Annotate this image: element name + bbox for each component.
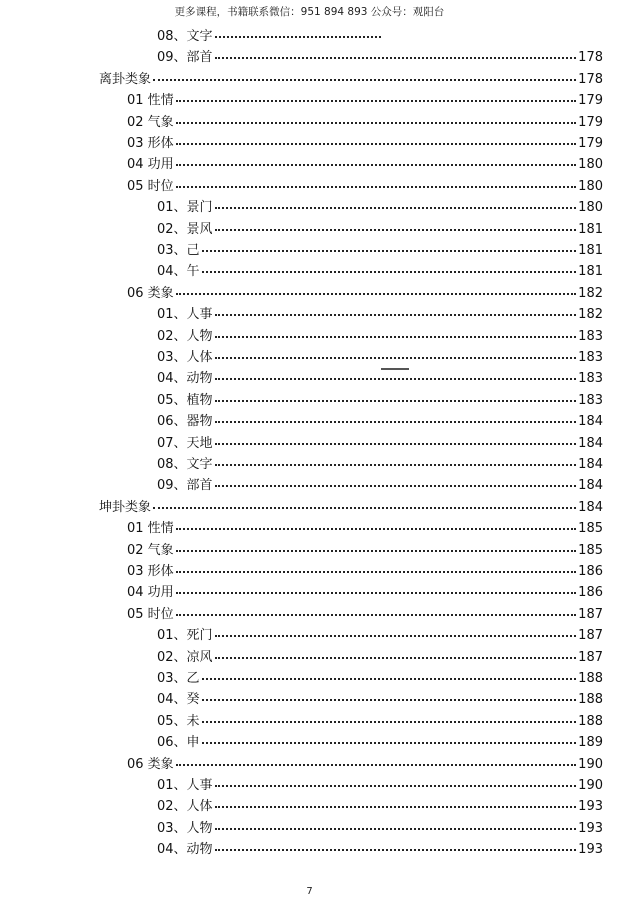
- dot-leader: [176, 550, 576, 552]
- toc-entry-page-number: 183: [578, 350, 603, 365]
- toc-entry-label: 09、部首: [157, 50, 213, 66]
- toc-entry-label: 04、动物: [157, 371, 213, 387]
- toc-entry-page-number: 184: [578, 499, 603, 515]
- toc-entry-label: 01、死门: [157, 628, 213, 644]
- toc-entry-label: 02 气象: [127, 114, 174, 130]
- toc-entry[interactable]: [157, 220, 603, 240]
- dot-leader: [215, 485, 577, 487]
- toc-entry-label: 01、人事: [157, 307, 213, 323]
- toc-entry[interactable]: [157, 626, 603, 646]
- toc-entry[interactable]: [157, 198, 603, 218]
- dot-leader: [215, 357, 577, 359]
- toc-entry-label: 03、己: [157, 243, 200, 258]
- scan-smudge: [381, 368, 409, 370]
- dot-leader: [215, 806, 577, 808]
- dot-leader: [202, 250, 577, 252]
- toc-entry[interactable]: [157, 648, 603, 668]
- toc-entry[interactable]: [157, 840, 603, 860]
- toc-entry-page-number: 193: [578, 842, 603, 858]
- toc-entry-page-number: 187: [578, 628, 603, 644]
- toc-entry-label: 离卦类象: [99, 71, 152, 87]
- dot-leader: [202, 699, 577, 701]
- toc-entry[interactable]: [127, 134, 603, 154]
- dot-leader: [215, 464, 577, 466]
- toc-entry[interactable]: [99, 70, 603, 90]
- dot-leader: [176, 122, 576, 124]
- toc-entry-label: 06、器物: [157, 414, 213, 430]
- toc-entry-label: 08、文字: [157, 457, 213, 472]
- toc-entry-label: 05、未: [157, 713, 200, 729]
- dot-leader: [176, 614, 576, 616]
- toc-entry-page-number: 193: [578, 820, 603, 836]
- dot-leader: [215, 635, 577, 637]
- toc-entry-page-number: 180: [578, 200, 603, 216]
- toc-entry-label: 06、申: [157, 735, 200, 751]
- toc-entry-label: 坤卦类象: [99, 499, 152, 515]
- toc-entry-page-number: 188: [578, 671, 603, 686]
- dot-leader: [202, 271, 577, 273]
- toc-entry-page-number: 180: [578, 178, 603, 194]
- dot-leader: [215, 378, 577, 380]
- toc-entry[interactable]: [157, 712, 603, 732]
- toc-entry-page-number: 179: [578, 136, 603, 151]
- page-number: 7: [306, 886, 313, 897]
- toc-entry-page-number: 185: [578, 542, 603, 558]
- dot-leader: [215, 229, 577, 231]
- toc-entry[interactable]: [99, 498, 603, 518]
- toc-entry-page-number: 190: [578, 778, 603, 793]
- toc-entry-page-number: 186: [578, 585, 603, 601]
- toc-entry[interactable]: [157, 369, 603, 389]
- toc-entry[interactable]: [157, 669, 603, 689]
- toc-entry[interactable]: [157, 455, 603, 475]
- dot-leader: [215, 849, 577, 851]
- toc-entry[interactable]: [127, 113, 603, 133]
- toc-entry-page-number: 193: [578, 799, 603, 815]
- toc-entry-label: 05 时位: [127, 178, 174, 194]
- toc-entry[interactable]: [127, 755, 603, 775]
- dot-leader: [176, 164, 576, 166]
- dot-leader: [215, 207, 577, 209]
- toc-entry[interactable]: [127, 605, 603, 625]
- toc-entry-label: 03 形体: [127, 564, 174, 579]
- toc-entry-label: 06 类象: [127, 756, 174, 772]
- toc-entry-page-number: 186: [578, 564, 603, 579]
- toc-entry[interactable]: [157, 776, 603, 796]
- toc-entry[interactable]: [127, 91, 603, 111]
- dot-leader: [176, 143, 576, 145]
- dot-leader: [176, 186, 576, 188]
- toc-entry[interactable]: [127, 519, 603, 539]
- toc-entry[interactable]: [127, 583, 603, 603]
- toc-entry-page-number: 184: [578, 414, 603, 430]
- toc-entry-label: 01 性情: [127, 93, 174, 109]
- toc-entry-page-number: 189: [578, 735, 603, 751]
- toc-entry-label: 03、人体: [157, 350, 213, 365]
- toc-entry[interactable]: [157, 262, 603, 282]
- toc-entry-page-number: 181: [578, 264, 603, 280]
- toc-entry[interactable]: [127, 541, 603, 561]
- toc-entry-page-number: 188: [578, 692, 603, 708]
- dot-leader: [176, 571, 576, 573]
- toc-entry-page-number: 187: [578, 606, 603, 622]
- toc-entry-page-number: 183: [578, 328, 603, 344]
- dot-leader: [153, 507, 576, 509]
- toc-entry[interactable]: [157, 476, 603, 496]
- dot-leader: [215, 657, 577, 659]
- toc-entry[interactable]: [157, 305, 603, 325]
- toc-entry-label: 04、午: [157, 264, 200, 280]
- toc-entry[interactable]: [157, 434, 603, 454]
- dot-leader: [215, 36, 381, 38]
- toc-entry[interactable]: [127, 284, 603, 304]
- dot-leader: [215, 314, 577, 316]
- toc-entry[interactable]: [157, 48, 603, 68]
- toc-entry-label: 03、乙: [157, 671, 200, 686]
- toc-entry[interactable]: [157, 27, 383, 47]
- toc-entry-label: 03 形体: [127, 136, 174, 151]
- dot-leader: [176, 293, 576, 295]
- toc-entry-page-number: 185: [578, 521, 603, 537]
- toc-entry[interactable]: [157, 412, 603, 432]
- toc-entry[interactable]: [127, 155, 603, 175]
- toc-entry-label: 02、人体: [157, 799, 213, 815]
- toc-entry-page-number: 188: [578, 713, 603, 729]
- dot-leader: [202, 742, 577, 744]
- toc-entry-label: 02、凉风: [157, 649, 213, 665]
- toc-entry[interactable]: [157, 819, 603, 839]
- toc-entry-label: 04、癸: [157, 692, 200, 708]
- dot-leader: [153, 79, 576, 81]
- toc-entry-label: 04、动物: [157, 842, 213, 858]
- toc-entry-page-number: 183: [578, 371, 603, 387]
- toc-entry-page-number: 179: [578, 114, 603, 130]
- toc-entry-page-number: 180: [578, 157, 603, 173]
- toc-entry-page-number: 181: [578, 243, 603, 258]
- toc-entry[interactable]: [157, 348, 603, 368]
- toc-entry-page-number: 182: [578, 285, 603, 301]
- toc-entry-label: 04 功用: [127, 157, 174, 173]
- toc-entry-label: 09、部首: [157, 478, 213, 494]
- dot-leader: [176, 592, 576, 594]
- dot-leader: [202, 721, 577, 723]
- dot-leader: [176, 764, 576, 766]
- toc-entry-page-number: 178: [578, 50, 603, 66]
- toc-entry-page-number: 179: [578, 93, 603, 109]
- toc-entry-label: 01、人事: [157, 778, 213, 793]
- dot-leader: [215, 57, 577, 59]
- dot-leader: [215, 421, 577, 423]
- dot-leader: [215, 443, 577, 445]
- toc-entry[interactable]: [157, 391, 603, 411]
- toc-entry-label: 04 功用: [127, 585, 174, 601]
- toc-entry-page-number: 184: [578, 435, 603, 451]
- toc-entry-label: 06 类象: [127, 285, 174, 301]
- toc-entry[interactable]: [127, 562, 603, 582]
- toc-entry-label: 01、景门: [157, 200, 213, 216]
- toc-entry[interactable]: [157, 327, 603, 347]
- toc-entry-page-number: 190: [578, 756, 603, 772]
- toc-entry[interactable]: [157, 797, 603, 817]
- dot-leader: [215, 400, 577, 402]
- toc-entry[interactable]: [157, 241, 603, 261]
- toc-entry[interactable]: [127, 177, 603, 197]
- toc-entry-label: 07、天地: [157, 435, 213, 451]
- page-header: 更多课程，书籍联系微信：951 894 893 公众号：观阳台: [174, 6, 445, 18]
- dot-leader: [215, 828, 577, 830]
- toc-entry[interactable]: [157, 690, 603, 710]
- toc-entry-label: 02 气象: [127, 542, 174, 558]
- toc-entry-label: 01 性情: [127, 521, 174, 537]
- dot-leader: [202, 678, 577, 680]
- toc-entry-page-number: 178: [578, 71, 603, 87]
- toc-entry-page-number: 183: [578, 392, 603, 408]
- toc-entry-page-number: 184: [578, 478, 603, 494]
- toc-entry-label: 05、植物: [157, 392, 213, 408]
- dot-leader: [215, 785, 577, 787]
- toc-entry-page-number: 181: [578, 221, 603, 237]
- toc-entry-label: 02、人物: [157, 328, 213, 344]
- toc-entry-page-number: 187: [578, 649, 603, 665]
- toc-entry-page-number: 184: [578, 457, 603, 472]
- dot-leader: [176, 528, 576, 530]
- toc-entry[interactable]: [157, 733, 603, 753]
- toc-entry-label: 05 时位: [127, 606, 174, 622]
- toc-entry-label: 03、人物: [157, 820, 213, 836]
- toc-entry-label: 08、文字: [157, 29, 213, 44]
- dot-leader: [176, 100, 576, 102]
- toc-entry-page-number: 182: [578, 307, 603, 323]
- dot-leader: [215, 336, 577, 338]
- toc-entry-label: 02、景风: [157, 221, 213, 237]
